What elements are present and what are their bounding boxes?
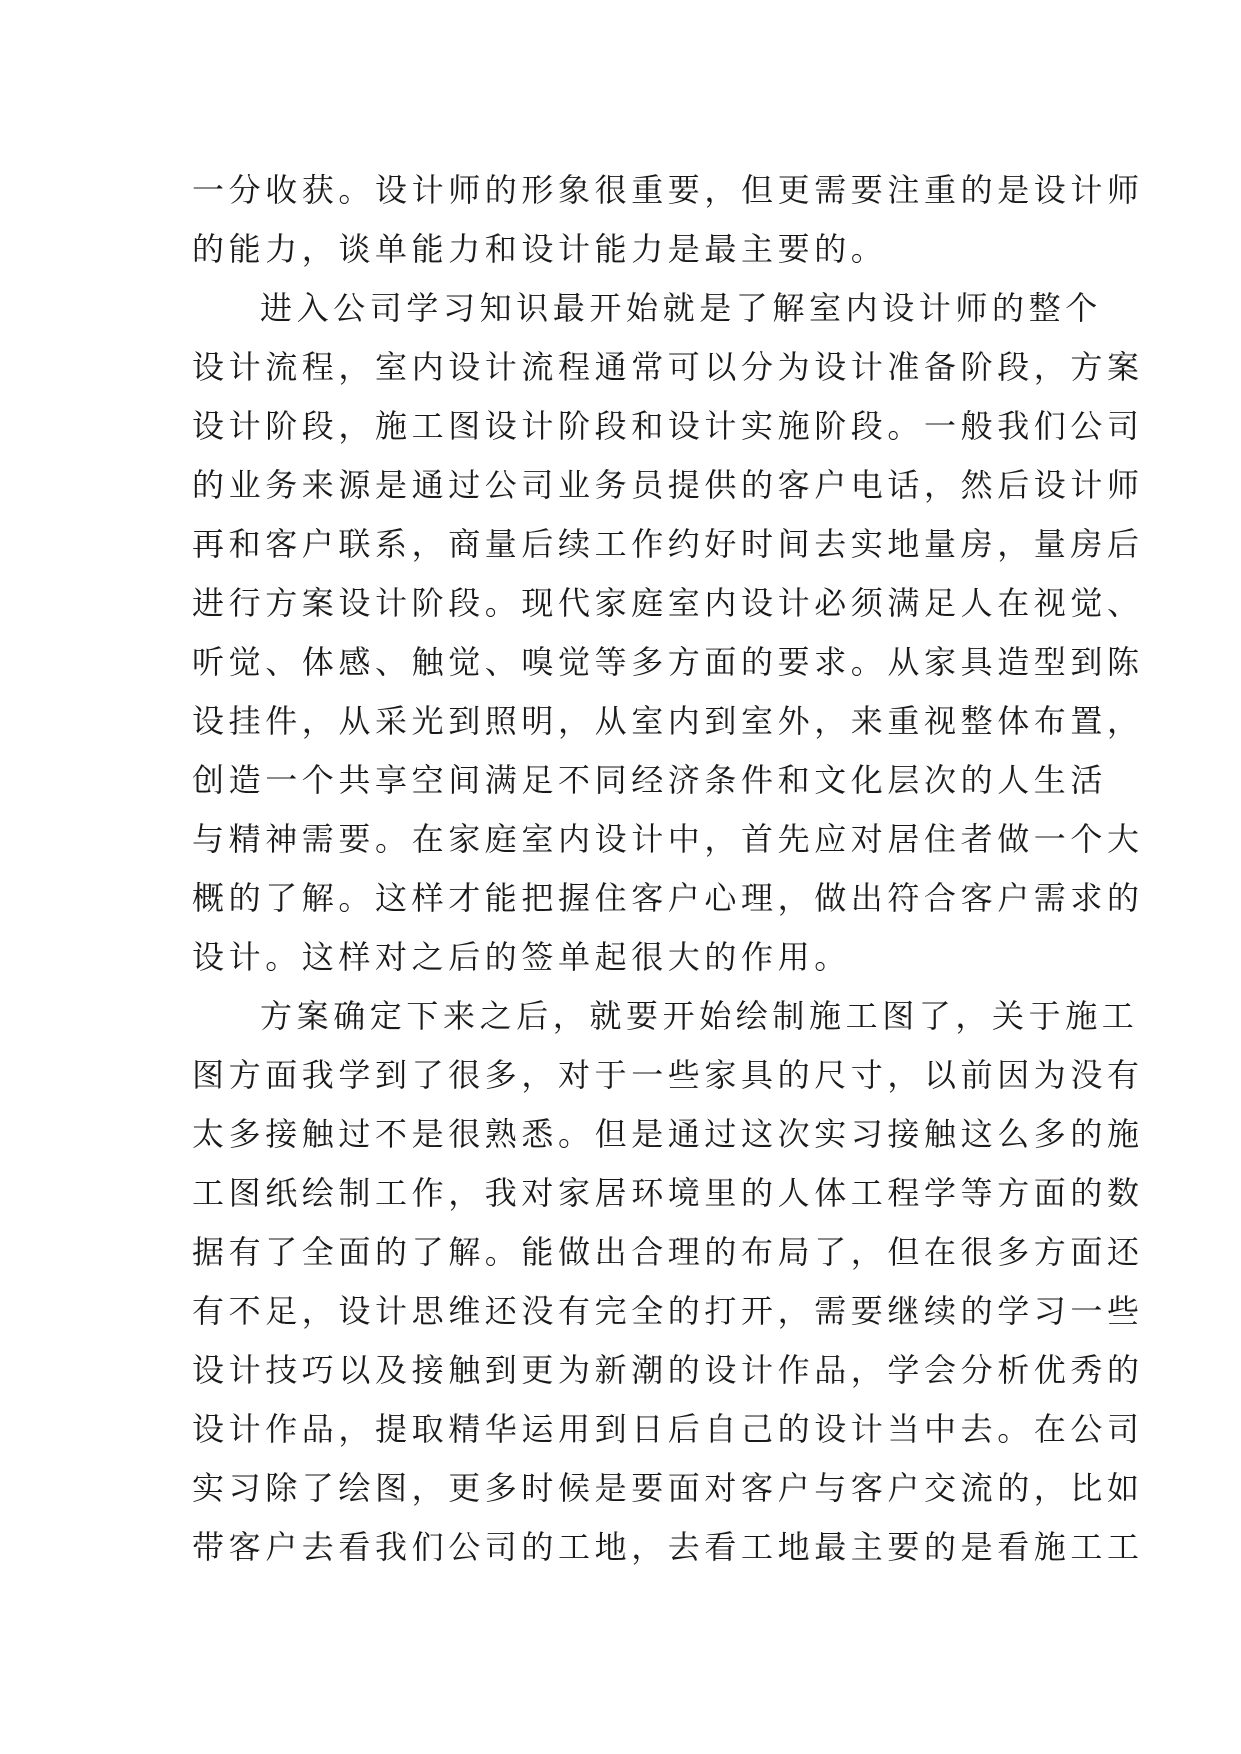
text-line: 进入公司学习知识最开始就是了解室内设计师的整个 <box>260 289 1102 327</box>
text-line: 有不足，设计思维还没有完全的打开，需要继续的学习一些 <box>192 1292 1144 1330</box>
text-line: 创造一个共享空间满足不同经济条件和文化层次的人生活 <box>192 761 1108 799</box>
text-line: 设挂件，从采光到照明，从室内到室外，来重视整体布置， <box>192 702 1144 740</box>
text-line: 据有了全面的了解。能做出合理的布局了，但在很多方面还 <box>192 1233 1144 1271</box>
text-line: 与精神需要。在家庭室内设计中，首先应对居住者做一个大 <box>192 820 1144 858</box>
text-line: 一分收获。设计师的形象很重要，但更需要注重的是设计师 <box>192 171 1144 209</box>
text-line: 太多接触过不是很熟悉。但是通过这次实习接触这么多的施 <box>192 1115 1144 1153</box>
text-line: 工图纸绘制工作，我对家居环境里的人体工程学等方面的数 <box>192 1174 1144 1212</box>
text-line: 方案确定下来之后，就要开始绘制施工图了，关于施工 <box>260 997 1139 1035</box>
text-line: 的业务来源是通过公司业务员提供的客户电话，然后设计师 <box>192 466 1144 504</box>
text-line: 听觉、体感、触觉、嗅觉等多方面的要求。从家具造型到陈 <box>192 643 1144 681</box>
body-text <box>192 161 1144 1577</box>
text-line: 带客户去看我们公司的工地，去看工地最主要的是看施工工 <box>192 1528 1144 1566</box>
text-line: 设计作品，提取精华运用到日后自己的设计当中去。在公司 <box>192 1410 1144 1448</box>
text-line: 的能力，谈单能力和设计能力是最主要的。 <box>192 230 888 268</box>
text-line: 概的了解。这样才能把握住客户心理，做出符合客户需求的 <box>192 879 1144 917</box>
text-line: 设计。这样对之后的签单起很大的作用。 <box>192 938 851 976</box>
paragraph-1 <box>192 161 1144 279</box>
text-line: 设计技巧以及接触到更为新潮的设计作品，学会分析优秀的 <box>192 1351 1144 1389</box>
paragraph-2 <box>192 279 1144 987</box>
text-line: 设计阶段，施工图设计阶段和设计实施阶段。一般我们公司 <box>192 407 1144 445</box>
text-line: 进行方案设计阶段。现代家庭室内设计必须满足人在视觉、 <box>192 584 1144 622</box>
paragraph-3 <box>192 987 1144 1577</box>
text-line: 再和客户联系，商量后续工作约好时间去实地量房，量房后 <box>192 525 1144 563</box>
text-line: 设计流程，室内设计流程通常可以分为设计准备阶段，方案 <box>192 348 1144 386</box>
text-line: 实习除了绘图，更多时候是要面对客户与客户交流的，比如 <box>192 1469 1144 1507</box>
text-line: 图方面我学到了很多，对于一些家具的尺寸，以前因为没有 <box>192 1056 1144 1094</box>
